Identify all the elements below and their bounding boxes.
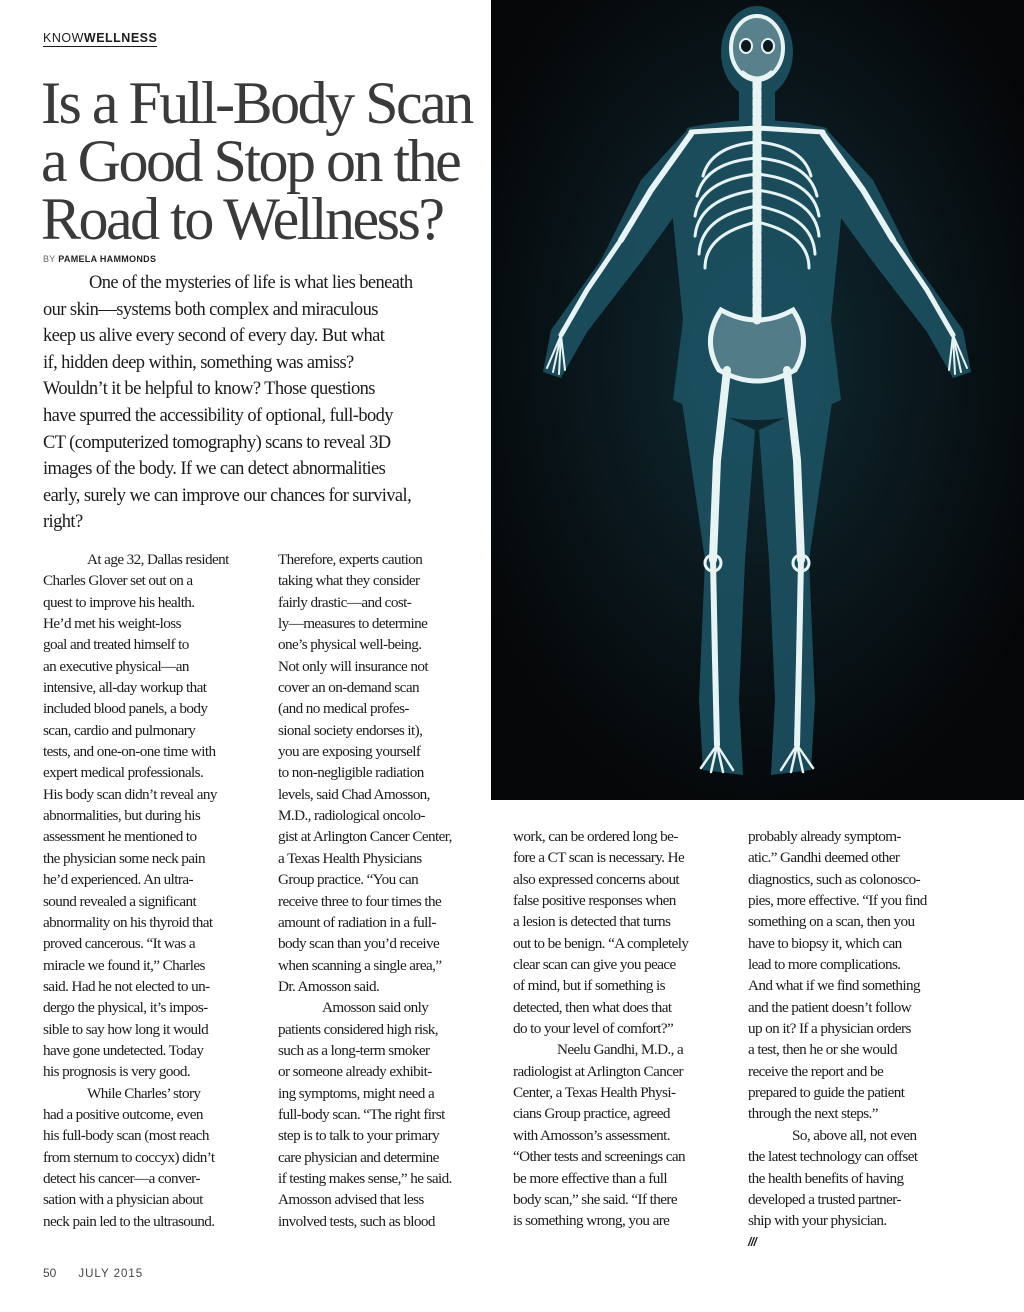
- body-line: a Texas Health Physicians: [278, 849, 422, 867]
- body-line: up on it? If a physician orders: [748, 1020, 911, 1038]
- body-line: involved tests, such as blood: [278, 1212, 435, 1230]
- body-line: So, above all, not even: [792, 1126, 917, 1144]
- body-line: abnormalities, but during his: [43, 807, 201, 825]
- body-line: included blood panels, a body: [43, 700, 208, 718]
- body-column-2: [278, 549, 498, 1232]
- body-line: sation with a physician about: [43, 1191, 203, 1209]
- body-line: He’d met his weight-loss: [43, 615, 181, 633]
- body-line: to non-negligible radiation: [278, 764, 424, 782]
- body-line: step is to talk to your primary: [278, 1127, 440, 1145]
- body-line: is something wrong, you are: [513, 1212, 670, 1230]
- body-line: detect his cancer—a conver-: [43, 1169, 200, 1187]
- body-line: Amosson advised that less: [278, 1191, 424, 1209]
- body-line: Neelu Gandhi, M.D., a: [557, 1041, 684, 1059]
- dek-line: Wouldn’t it be helpful to know? Those questions: [43, 379, 375, 400]
- body-line: clear scan can give you peace: [513, 956, 676, 974]
- body-line: sound revealed a significant: [43, 892, 197, 910]
- body-line: cover an on-demand scan: [278, 679, 419, 697]
- headline: [41, 70, 481, 252]
- body-line: neck pain led to the ultrasound.: [43, 1212, 215, 1230]
- dek-line: our skin—systems both complex and miraculous: [43, 299, 378, 320]
- dek-line: One of the mysteries of life is what lies beneath: [89, 273, 413, 293]
- body-line: atic.” Gandhi deemed other: [748, 849, 900, 867]
- body-line: tests, and one-on-one time with: [43, 743, 216, 761]
- section-tag: [43, 31, 157, 47]
- body-column-3: [513, 826, 738, 1232]
- dek-line: right?: [43, 512, 83, 533]
- body-line: out to be benign. “A completely: [513, 934, 689, 952]
- body-line: expert medical professionals.: [43, 764, 204, 782]
- body-line: radiologist at Arlington Cancer: [513, 1062, 683, 1080]
- body-line: when scanning a single area,”: [278, 956, 442, 974]
- body-line: taking what they consider: [278, 572, 420, 590]
- issue-date: JULY 2015: [78, 1268, 144, 1280]
- body-line: the health benefits of having: [748, 1169, 904, 1187]
- body-line: a lesion is detected that turns: [513, 913, 671, 931]
- body-line: proved cancerous. “It was a: [43, 935, 196, 953]
- body-line: M.D., radiological oncolo-: [278, 807, 425, 825]
- body-line: through the next steps.”: [748, 1105, 878, 1123]
- body-line: [748, 1210, 978, 1253]
- body-line: scan, cardio and pulmonary: [43, 721, 196, 739]
- headline-line: Is a Full-Body Scan: [41, 70, 472, 136]
- dek-line: CT (computerized tomography) scans to reveal 3D: [43, 432, 391, 453]
- byline-author: PAMELA HAMMONDS: [58, 254, 157, 264]
- byline: [43, 254, 156, 264]
- body-column-1: [43, 549, 263, 1232]
- body-line: and the patient doesn’t follow: [748, 998, 912, 1016]
- skeleton-illustration: [491, 0, 1024, 800]
- body-line: said. Had he not elected to un-: [43, 977, 210, 995]
- body-line: the latest technology can offset: [748, 1148, 918, 1166]
- body-line: had a positive outcome, even: [43, 1105, 203, 1123]
- body-line: work, can be ordered long be-: [513, 828, 678, 845]
- section-name: WELLNESS: [83, 31, 158, 45]
- section-prefix: KNOW: [43, 31, 84, 45]
- body-line: sional society endorses it),: [278, 721, 423, 739]
- body-line: Not only will insurance not: [278, 657, 428, 675]
- body-line: patients considered high risk,: [278, 1020, 438, 1038]
- body-column-4: [748, 826, 978, 1253]
- body-line: levels, said Chad Amosson,: [278, 785, 430, 803]
- last-line-text: ship with your physician.: [748, 1212, 887, 1230]
- body-line: sible to say how long it would: [43, 1020, 209, 1038]
- body-line: he’d experienced. An ultra-: [43, 871, 193, 889]
- body-line: cians Group practice, agreed: [513, 1105, 670, 1123]
- dek-line: if, hidden deep within, something was amiss?: [43, 352, 354, 373]
- body-line: receive the report and be: [748, 1062, 884, 1080]
- body-line: something on a scan, then you: [748, 913, 915, 931]
- body-line: And what if we find something: [748, 977, 920, 995]
- body-line: be more effective than a full: [513, 1169, 667, 1187]
- body-line: quest to improve his health.: [43, 593, 195, 611]
- body-line: have gone undetected. Today: [43, 1041, 204, 1059]
- body-line: His body scan didn’t reveal any: [43, 785, 217, 803]
- body-line: Therefore, experts caution: [278, 551, 423, 568]
- body-line: such as a long-term smoker: [278, 1041, 430, 1059]
- body-line: abnormality on his thyroid that: [43, 913, 213, 931]
- dek: [43, 270, 483, 536]
- body-line: fore a CT scan is necessary. He: [513, 849, 685, 867]
- dek-line: keep us alive every second of every day. But what: [43, 326, 385, 347]
- body-line: also expressed concerns about: [513, 870, 680, 888]
- body-line: his prognosis is very good.: [43, 1063, 191, 1081]
- body-line: care physician and determine: [278, 1148, 439, 1166]
- body-line: ly—measures to determine: [278, 615, 428, 633]
- body-line: fairly drastic—and cost-: [278, 593, 412, 611]
- body-line: dergo the physical, it’s impos-: [43, 999, 208, 1017]
- body-line: Dr. Amosson said.: [278, 977, 380, 995]
- body-line: full-body scan. “The right first: [278, 1105, 445, 1123]
- page-footer: [43, 1266, 143, 1280]
- body-line: body scan,” she said. “If there: [513, 1190, 677, 1208]
- body-line: Center, a Texas Health Physi-: [513, 1084, 676, 1102]
- body-line: diagnostics, such as colonosco-: [748, 870, 921, 888]
- end-mark: ///: [748, 1234, 757, 1249]
- body-line: developed a trusted partner-: [748, 1190, 901, 1208]
- body-line: you are exposing yourself: [278, 743, 421, 761]
- page-number: 50: [43, 1266, 57, 1280]
- byline-by: BY: [43, 254, 56, 264]
- dek-line: have spurred the accessibility of optional, full-body: [43, 405, 393, 426]
- body-line: While Charles’ story: [87, 1084, 201, 1102]
- body-line: intensive, all-day workup that: [43, 679, 207, 697]
- body-line: with Amosson’s assessment.: [513, 1126, 670, 1144]
- body-line: Charles Glover set out on a: [43, 572, 193, 590]
- body-line: miracle we found it,” Charles: [43, 956, 205, 974]
- body-line: Group practice. “You can: [278, 871, 419, 889]
- headline-line: Road to Wellness?: [41, 186, 443, 252]
- body-line: Amosson said only: [322, 999, 429, 1017]
- body-line: (and no medical profes-: [278, 700, 409, 718]
- xray-skeleton-photo: [491, 0, 1024, 800]
- dek-line: early, surely we can improve our chances for survival,: [43, 485, 412, 506]
- body-line: have to biopsy it, which can: [748, 934, 902, 952]
- body-line: assessment he mentioned to: [43, 828, 197, 846]
- body-line: “Other tests and screenings can: [513, 1148, 686, 1166]
- body-line: from sternum to coccyx) didn’t: [43, 1148, 215, 1166]
- body-line: lead to more complications.: [748, 956, 901, 974]
- body-line: amount of radiation in a full-: [278, 913, 436, 931]
- body-line: an executive physical—an: [43, 657, 189, 675]
- body-line: do to your level of comfort?”: [513, 1020, 674, 1038]
- body-line: At age 32, Dallas resident: [87, 551, 229, 568]
- body-line: probably already symptom-: [748, 828, 901, 845]
- body-line: one’s physical well-being.: [278, 636, 422, 654]
- body-line: if testing makes sense,” he said.: [278, 1169, 452, 1187]
- body-line: goal and treated himself to: [43, 636, 189, 654]
- body-line: or someone already exhibit-: [278, 1063, 432, 1081]
- headline-line: a Good Stop on the: [41, 128, 460, 194]
- body-line: ing symptoms, might need a: [278, 1084, 435, 1102]
- body-line: receive three to four times the: [278, 892, 442, 910]
- body-line: a test, then he or she would: [748, 1041, 897, 1059]
- body-line: body scan than you’d receive: [278, 935, 440, 953]
- body-line: the physician some neck pain: [43, 849, 206, 867]
- body-line: prepared to guide the patient: [748, 1084, 905, 1102]
- body-line: gist at Arlington Cancer Center,: [278, 828, 452, 846]
- body-line: of mind, but if something is: [513, 977, 665, 995]
- body-line: detected, then what does that: [513, 998, 672, 1016]
- body-line: his full-body scan (most reach: [43, 1127, 209, 1145]
- body-line: pies, more effective. “If you find: [748, 892, 927, 910]
- dek-line: images of the body. If we can detect abnormalities: [43, 459, 386, 480]
- body-line: false positive responses when: [513, 892, 676, 910]
